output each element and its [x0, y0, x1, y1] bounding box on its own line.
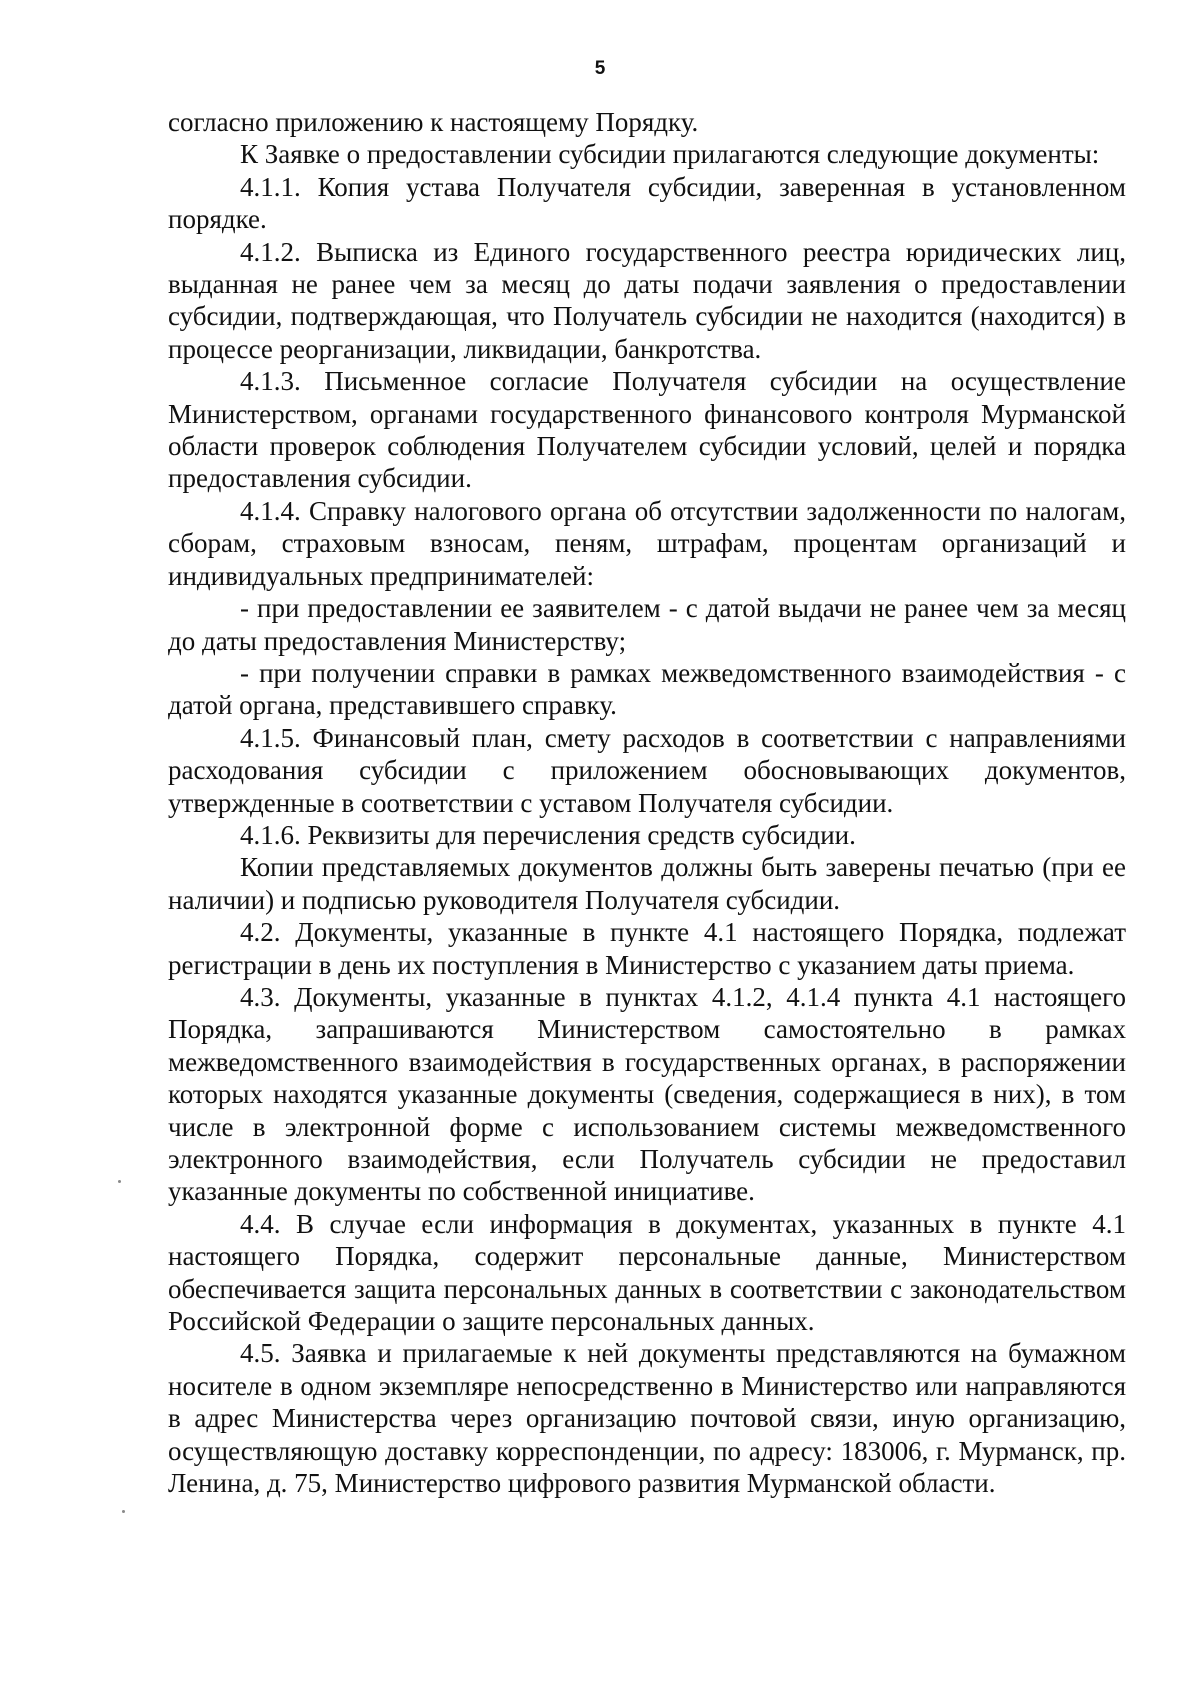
- paragraph-4-2: 4.2. Документы, указанные в пункте 4.1 настоящего Порядка, подлежат регистрации в день их поступления в Министерство с указанием даты приема.: [168, 917, 1126, 980]
- scan-speck: [122, 1510, 125, 1513]
- paragraph-4-1-4-bullet-1: - при предоставлении ее заявителем - с датой выдачи не ранее чем за месяц до даты предоставления Министерству;: [168, 593, 1126, 656]
- paragraph-4-4: 4.4. В случае если информация в документах, указанных в пункте 4.1 настоящего Порядка, содержит персональные данные, Министерством обеспечивается защита персональных данных в соответствии с законодательством Российской Федерации о защите персональных данных.: [168, 1208, 1126, 1337]
- paragraph-copies-certification: Копии представляемых документов должны быть заверены печатью (при ее наличии) и подписью руководителя Получателя субсидии.: [168, 852, 1126, 915]
- page-number: 5: [594, 58, 606, 79]
- paragraph-4-1-2: 4.1.2. Выписка из Единого государственного реестра юридических лиц, выданная не ранее чем за месяц до даты подачи заявления о предоставлении субсидии, подтверждающая, что Получатель субсидии не находится (находится) в процессе реорганизации, ликвидации, банкротства.: [168, 236, 1126, 364]
- paragraph-4-1-6: 4.1.6. Реквизиты для перечисления средств субсидии.: [240, 819, 856, 850]
- paragraph-continuation: согласно приложению к настоящему Порядку.: [168, 107, 699, 137]
- scan-speck: [118, 1180, 121, 1183]
- paragraph-4-1-1: 4.1.1. Копия устава Получателя субсидии, заверенная в установленном порядке.: [168, 171, 1126, 235]
- paragraph-4-1-5: 4.1.5. Финансовый план, смету расходов в соответствии с направлениями расходования субсидии с приложением обосновывающих документов, утвержденные в соответствии с уставом Получателя субсидии.: [168, 722, 1126, 818]
- paragraph-4-5: 4.5. Заявка и прилагаемые к ней документы представляются на бумажном носителе в одном экземпляре непосредственно в Министерство или направляются в адрес Министерства через организацию почтовой связи, иную организацию, осуществляющую доставку корреспонденции, по адресу: 183006, г. Мурманск, пр. Ленина, д. 75, Министерство цифрового развития Мурманской области.: [168, 1338, 1126, 1499]
- paragraph-4-1-4-bullet-2: - при получении справки в рамках межведомственного взаимодействия - с датой органа, представившего справку.: [168, 657, 1126, 721]
- paragraph-4-3: 4.3. Документы, указанные в пунктах 4.1.2, 4.1.4 пункта 4.1 настоящего Порядка, запрашиваются Министерством самостоятельно в рамках межведомственного взаимодействия в государственных органах, в распоряжении которых находятся указанные документы (сведения, содержащиеся в них), в том числе в электронной форме с использованием системы межведомственного электронного взаимодействия, если Получатель субсидии не предоставил указанные документы по собственной инициативе.: [168, 981, 1126, 1207]
- paragraph-4-1-4: 4.1.4. Справку налогового органа об отсутствии задолженности по налогам, сборам, страховым взносам, пеням, штрафам, процентам организаций и индивидуальных предпринимателей:: [168, 495, 1126, 591]
- document-body: [168, 106, 1126, 1499]
- paragraph-attached-documents: К Заявке о предоставлении субсидии прилагаются следующие документы:: [240, 139, 1100, 170]
- paragraph-4-1-3: 4.1.3. Письменное согласие Получателя субсидии на осуществление Министерством, органами государственного финансового контроля Мурманской области проверок соблюдения Получателем субсидии условий, целей и порядка предоставления субсидии.: [168, 366, 1126, 494]
